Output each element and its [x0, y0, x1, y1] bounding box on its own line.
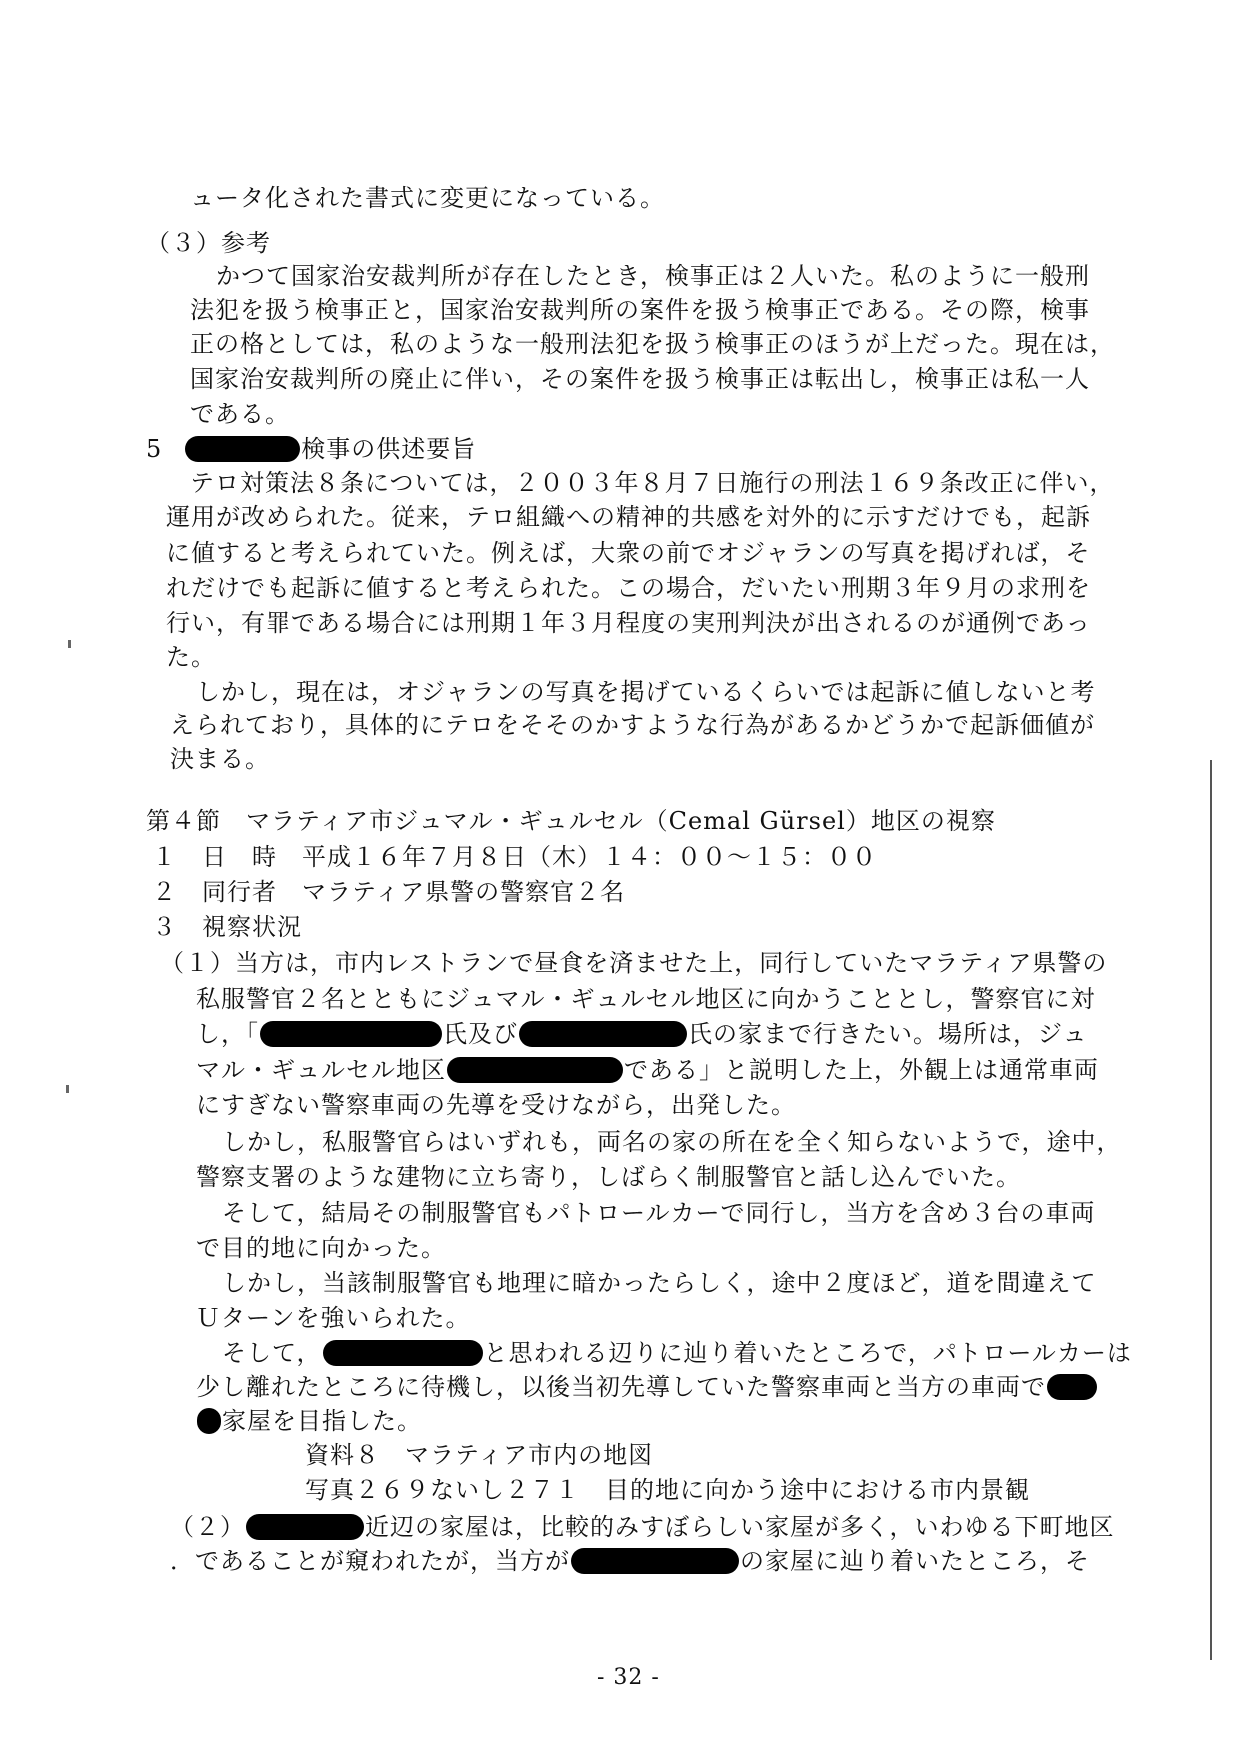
section-heading: （３）参考	[146, 229, 271, 257]
text-fragment: 氏の家まで行きたい。場所は，ジュ	[688, 1020, 1088, 1048]
text-line: しかし，現在は，オジャランの写真を掲げているくらいでは起訴に値しないと考	[196, 678, 1096, 706]
text-line: テロ対策法８条については，２００３年８月７日施行の刑法１６９条改正に伴い，	[190, 469, 1115, 497]
text-line	[170, 1510, 1115, 1544]
text-line: えられており，具体的にテロをそそのかすような行為があるかどうかで起訴価値が	[170, 711, 1095, 739]
text-line: 私服警官２名とともにジュマル・ギュルセル地区に向かうこととし，警察官に対	[196, 985, 1096, 1013]
text-fragment: ．であることが窺われたが，当方が	[170, 1547, 570, 1575]
text-fragment: （２）	[170, 1513, 245, 1541]
redaction-block	[185, 436, 300, 462]
section-heading: 第４節 マラティア市ジュマル・ギュルセル（Cemal Gürsel）地区の視察	[146, 807, 996, 835]
text-fragment: し，「	[196, 1020, 259, 1048]
reference-line: 資料８ マラティア市内の地図	[305, 1441, 654, 1469]
redaction-block	[571, 1548, 739, 1574]
text-line: （１）当方は，市内レストランで昼食を済ませた上，同行していたマラティア県警の	[160, 949, 1108, 977]
text-fragment: そして，	[222, 1339, 322, 1367]
section-number: 5	[146, 435, 163, 463]
text-fragment: 近辺の家屋は，比較的みすぼらしい家屋が多く，いわゆる下町地区	[365, 1513, 1115, 1541]
text-line: ２ 同行者 マラティア県警の警察官２名	[152, 878, 626, 906]
scan-speck	[68, 640, 71, 648]
text-line: 行い，有罪である場合には刑期１年３月程度の実刑判決が出されるのが通例であっ	[166, 609, 1091, 637]
text-line: ３ 視察状況	[152, 913, 302, 941]
text-line: で目的地に向かった。	[196, 1234, 446, 1262]
text-line: た。	[166, 643, 216, 671]
redaction-block	[1047, 1374, 1097, 1400]
redaction-block	[447, 1057, 623, 1083]
section-heading	[146, 432, 476, 466]
page-number: - 32 -	[597, 1665, 660, 1690]
text-line	[170, 1544, 1090, 1578]
text-line	[196, 1404, 422, 1438]
text-line: 法犯を扱う検事正と，国家治安裁判所の案件を扱う検事正である。その際，検事	[190, 296, 1090, 324]
text-line: 国家治安裁判所の廃止に伴い，その案件を扱う検事正は転出し，検事正は私一人	[190, 365, 1090, 393]
text-line: れだけでも起訴に値すると考えられた。この場合，だいたい刑期３年９月の求刑を	[166, 574, 1091, 602]
text-line: 運用が改められた。従来，テロ組織への精神的共感を対外的に示すだけでも，起訴	[166, 503, 1091, 531]
scan-edge-line	[1210, 760, 1212, 1660]
text-line: Ｕターンを強いられた。	[196, 1304, 471, 1332]
section-title: 検事の供述要旨	[301, 435, 477, 463]
text-line: しかし，当該制服警官も地理に暗かったらしく，途中２度ほど，道を間違えて	[222, 1269, 1097, 1297]
text-line: にすぎない警察車両の先導を受けながら，出発した。	[196, 1091, 796, 1119]
text-fragment: 家屋を目指した。	[222, 1407, 422, 1435]
text-line: ュータ化された書式に変更になっている。	[190, 184, 665, 212]
text-line: １ 日 時 平成１６年７月８日（木）１４：００～１５：００	[152, 843, 877, 871]
text-line: 警察支署のような建物に立ち寄り，しばらく制服警官と話し込んでいた。	[196, 1163, 1021, 1191]
text-fragment: 氏及び	[443, 1020, 518, 1048]
text-line: に値すると考えられていた。例えば，大衆の前でオジャランの写真を掲げれば，そ	[166, 539, 1091, 567]
text-line	[196, 1053, 1099, 1087]
text-fragment: と思われる辺りに辿り着いたところで，パトロールカーは	[483, 1339, 1132, 1367]
text-line: 正の格としては，私のような一般刑法犯を扱う検事正のほうが上だった。現在は，	[190, 330, 1115, 358]
scan-speck	[66, 1085, 69, 1093]
text-line	[196, 1017, 1088, 1051]
redaction-block	[323, 1340, 483, 1366]
text-fragment: である」と説明した上，外観上は通常車両	[624, 1056, 1099, 1084]
text-line	[222, 1336, 1132, 1370]
text-line: 決まる。	[170, 745, 270, 773]
redaction-block	[260, 1021, 442, 1047]
text-line: しかし，私服警官らはいずれも，両名の家の所在を全く知らないようで，途中，	[222, 1128, 1122, 1156]
text-fragment: の家屋に辿り着いたところ，そ	[740, 1547, 1090, 1575]
redaction-block	[519, 1021, 687, 1047]
redaction-block	[246, 1514, 364, 1540]
text-line: そして，結局その制服警官もパトロールカーで同行し，当方を含め３台の車両	[222, 1199, 1096, 1227]
text-line: である。	[190, 400, 290, 428]
text-line	[196, 1370, 1098, 1404]
text-fragment: 少し離れたところに待機し，以後当初先導していた警察車両と当方の車両で	[196, 1373, 1046, 1401]
redaction-block	[197, 1408, 221, 1434]
reference-line: 写真２６９ないし２７１ 目的地に向かう途中における市内景観	[305, 1476, 1030, 1504]
text-line: かつて国家治安裁判所が存在したとき，検事正は２人いた。私のように一般刑	[216, 262, 1091, 290]
text-fragment: マル・ギュルセル地区	[196, 1056, 446, 1084]
